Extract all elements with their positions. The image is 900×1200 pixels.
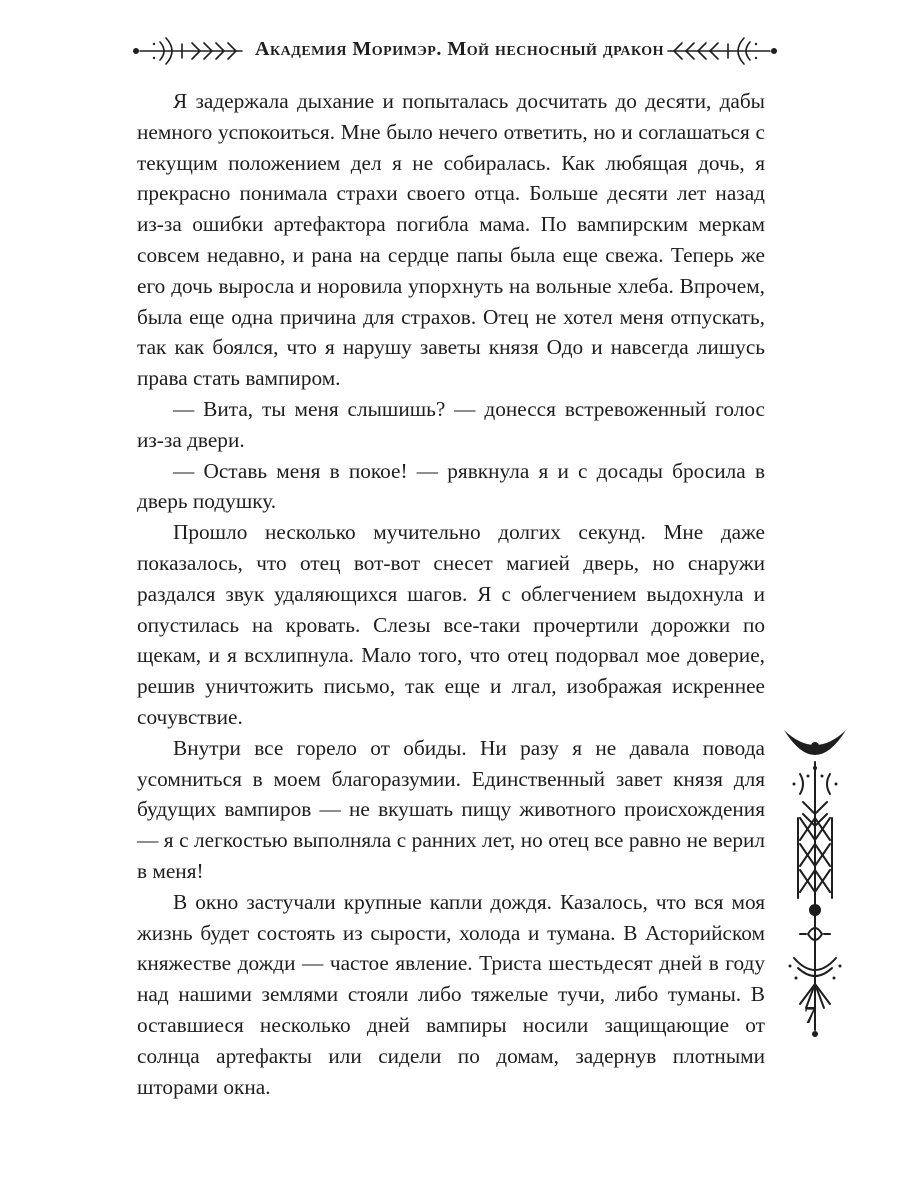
body-text	[137, 86, 765, 1102]
running-header	[130, 30, 780, 70]
arrow-ornament-right-icon	[660, 34, 780, 68]
paragraph: Прошло несколько мучительно долгих секунд. Мне даже показалось, что отец вот-вот снесет магией дверь, но снаружи раздался звук удаляющихся шагов. Я с облегчением выдохнула и опустилась на кровать. Слезы все-таки прочертили дорожки по щекам, и я всхлипнула. Мало того, что отец подорвал мое доверие, решив уничтожить письмо, так еще и лгал, изображая искреннее сочувствие.	[137, 520, 765, 729]
book-title-header: Академия Моримэр. Мой несносный дракон	[255, 38, 665, 60]
page-number: 7	[804, 1003, 816, 1029]
paragraph: В окно застучали крупные капли дождя. Казалось, что вся моя жизнь будет состоять из сырости, холода и тумана. В Асторийском княжестве дожди — частое явление. Триста шестьдесят дней в году над нашими землями стояли либо тяжелые тучи, либо туманы. В оставшиеся несколько дней вампиры носили защищающие от солнца артефакты или сидели по домам, задернув плотными шторами окна.	[137, 889, 765, 1099]
paragraph: Я задержала дыхание и попыталась досчитать до десяти, дабы немного успокоиться. Мне было нечего ответить, но и соглашаться с текущим положением дел я не собиралась. Как любящая дочь, я прекрасно понимала страхи своего отца. Больше десяти лет назад из-за ошибки артефактора погибла мама. По вампирским меркам совсем недавно, и рана на сердце папы была еще свежа. Теперь же его дочь выросла и норовила упорхнуть на вольные хлеба. Впрочем, была еще одна причина для страхов. Отец не хотел меня отпускать, так как боялся, что я нарушу заветы князя Одо и навсегда лишусь права стать вампиром.	[137, 89, 765, 391]
paragraph: — Оставь меня в покое! — рявкнула я и с досады бросила в дверь подушку.	[137, 458, 765, 514]
paragraph: Внутри все горело от обиды. Ни разу я не давала повода усомниться в моем благоразумии. Единственный завет князя для будущих вампиров — не вкушать пищу животного происхождения — я с легкостью выполняла с ранних лет, но отец все равно не верил в меня!	[137, 735, 765, 883]
paragraph: — Вита, ты меня слышишь? — донесся встревоженный голос из-за двери.	[137, 396, 765, 452]
moon-rune-ornament-icon	[770, 722, 860, 1042]
arrow-ornament-left-icon	[130, 34, 250, 68]
